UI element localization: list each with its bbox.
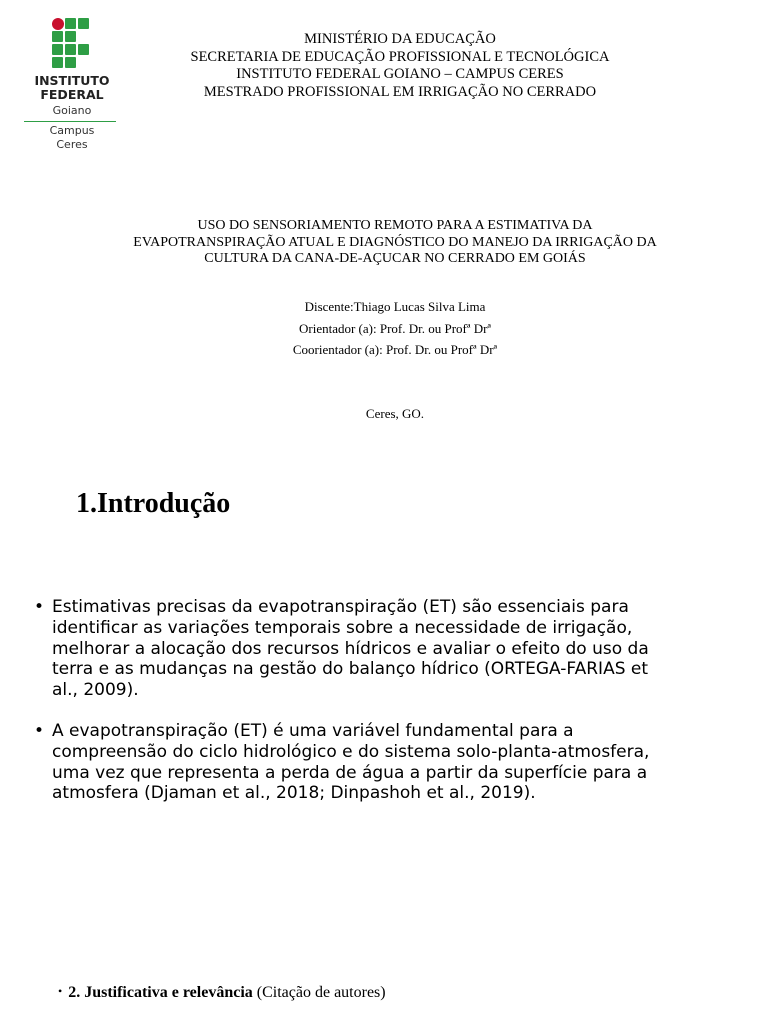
title-line: EVAPOTRANSPIRAÇÃO ATUAL E DIAGNÓSTICO DO MANEJO DA IRRIGAÇÃO DA <box>133 234 657 250</box>
institute-logo <box>24 16 120 156</box>
document-title <box>80 218 710 268</box>
logo-wordmark <box>24 74 120 102</box>
authors-block <box>180 296 610 361</box>
list-item <box>34 597 674 701</box>
header-line: SECRETARIA DE EDUCAÇÃO PROFISSIONAL E TECNOLÓGICA <box>190 48 610 65</box>
bullet-text: Estimativas precisas da evapotranspiração (ET) são essenciais para identificar as variações temporais sobre a necessidade de irrigação, melhorar a alocação dos recursos hídricos e avaliar o efeito do uso da terra e as mudanças na gestão do balanço hídrico (ORTEGA-FARIAS et al., 2009). <box>52 597 649 701</box>
list-item <box>34 721 674 804</box>
bullet-icon: • <box>34 720 45 741</box>
logo-campus-line2: Ceres <box>56 138 88 151</box>
place-label: Ceres, GO. <box>365 406 425 421</box>
student-name: Discente:Thiago Lucas Silva Lima <box>304 299 486 314</box>
logo-line-goiano: Goiano <box>52 104 92 117</box>
section-heading-introduction: 1.Introdução <box>76 488 231 519</box>
advisor-name: Orientador (a): Prof. Dr. ou Profª Drª <box>298 320 492 336</box>
logo-line-federal: FEDERAL <box>40 87 104 102</box>
title-line: CULTURA DA CANA-DE-AÇUCAR NO CERRADO EM GOIÁS <box>204 251 586 266</box>
institution-header <box>130 31 670 101</box>
logo-mark-icon <box>52 18 90 70</box>
logo-campus-line1: Campus <box>49 124 95 137</box>
header-line: MESTRADO PROFISSIONAL EM IRRIGAÇÃO NO CERRADO <box>203 83 597 100</box>
justification-label: 2. Justificativa e relevância <box>68 984 253 1001</box>
logo-campus <box>24 124 120 152</box>
introduction-bullet-list <box>34 597 674 824</box>
bullet-icon: • <box>58 984 63 998</box>
section-heading-justification <box>58 984 386 1002</box>
header-line: MINISTÉRIO DA EDUCAÇÃO <box>304 31 496 47</box>
bullet-icon: • <box>34 597 45 617</box>
header-line: INSTITUTO FEDERAL GOIANO – CAMPUS CERES <box>236 66 564 82</box>
logo-divider <box>24 121 116 122</box>
logo-line-instituto: INSTITUTO <box>34 73 110 88</box>
justification-note: (Citação de autores) <box>252 984 386 1001</box>
bullet-text: A evapotranspiração (ET) é uma variável fundamental para a compreensão do ciclo hidrológico e do sistema solo-planta-atmosfera, uma vez que representa a perda de água a partir da superfície para a atmosfera (Djaman et al., 2018; Dinpashoh et al., 2019). <box>52 720 650 804</box>
title-line: USO DO SENSORIAMENTO REMOTO PARA A ESTIMATIVA DA <box>197 218 593 233</box>
co-advisor-name: Coorientador (a): Prof. Dr. ou Profª Drª <box>292 342 498 357</box>
